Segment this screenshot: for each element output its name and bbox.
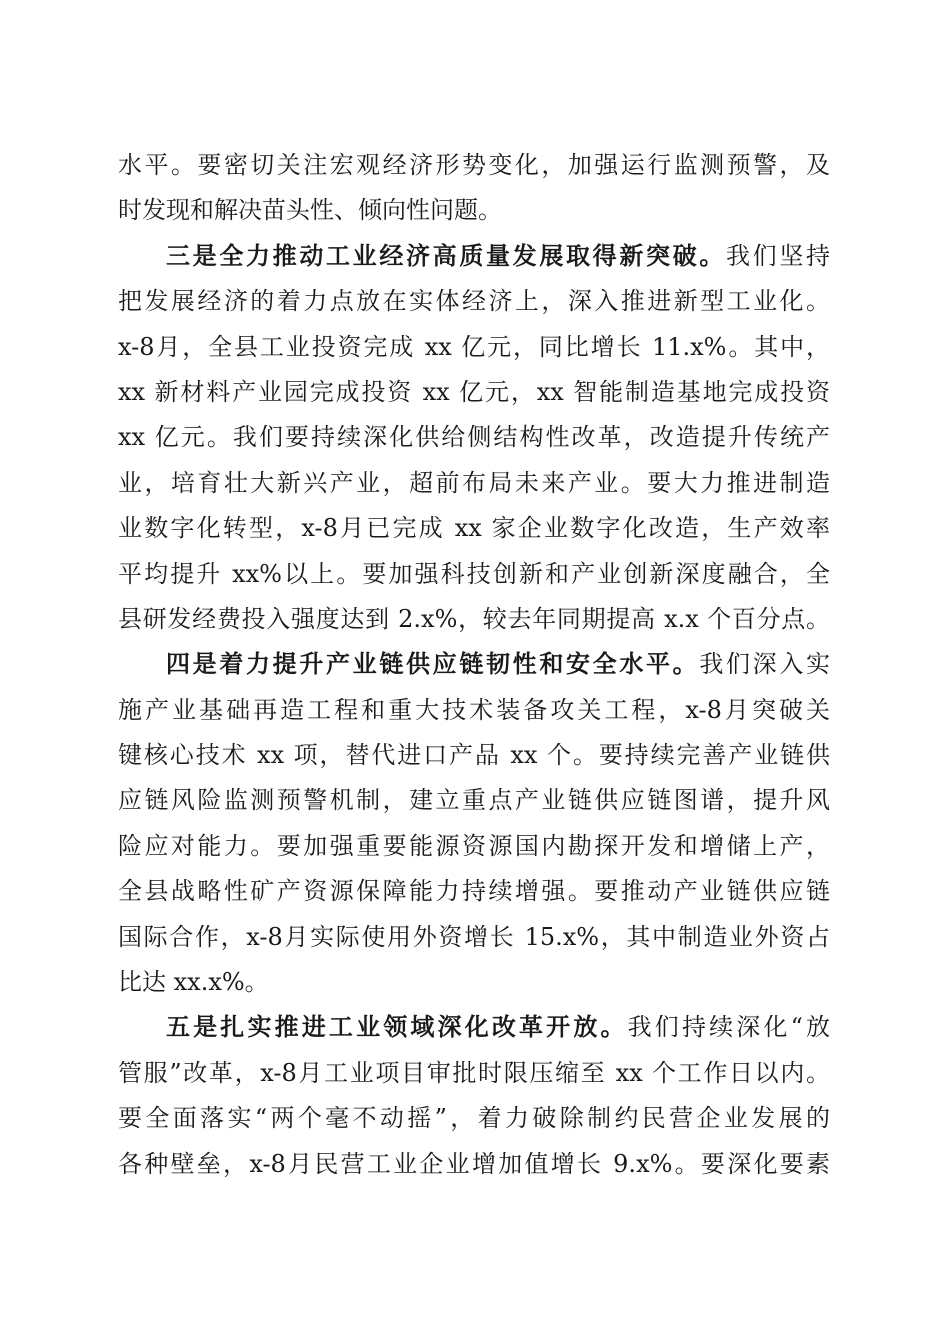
text-line [118, 732, 830, 777]
line-text: 应链风险监测预警机制，建立重点产业链供应链图谱，提升风 [118, 786, 830, 815]
text-line [118, 868, 830, 913]
text-line [118, 324, 830, 369]
line-text: 我们坚持 [726, 241, 830, 270]
text-line [118, 278, 830, 323]
line-text: 时发现和解决苗头性、倾向性问题。 [118, 196, 502, 225]
text-line [118, 460, 830, 505]
text-line [118, 777, 830, 822]
text-line [118, 959, 830, 1004]
line-text: 全县战略性矿产资源保障能力持续增强。要推动产业链供应链 [118, 877, 830, 906]
text-line [118, 687, 830, 732]
line-text: 业，培育壮大新兴产业，超前布局未来产业。要大力推进制造 [118, 468, 830, 497]
text-line [118, 1095, 830, 1140]
paragraph-heading: 三是全力推动工业经济高质量发展取得新突破。 [166, 240, 726, 270]
text-line [118, 369, 830, 414]
line-text: 施产业基础再造工程和重大技术装备攻关工程，x-8月突破关 [118, 695, 830, 724]
paragraph-heading: 四是着力提升产业链供应链韧性和安全水平。 [166, 649, 700, 679]
line-text: x-8月，全县工业投资完成 xx 亿元，同比增长 11.x%。其中， [118, 332, 830, 361]
line-text: 键核心技术 xx 项，替代进口产品 xx 个。要持续完善产业链供 [118, 741, 830, 770]
line-text: 各种壁垒，x-8月民营工业企业增加值增长 9.x%。要深化要素 [118, 1149, 830, 1178]
line-text: 险应对能力。要加强重要能源资源国内勘探开发和增储上产， [118, 831, 830, 860]
text-line [118, 641, 830, 686]
line-text: 平均提升 xx%以上。要加强科技创新和产业创新深度融合，全 [118, 559, 830, 588]
text-line [118, 1050, 830, 1095]
line-text: xx 亿元。我们要持续深化供给侧结构性改革，改造提升传统产 [118, 423, 830, 452]
text-line [118, 1004, 830, 1049]
line-text: 国际合作，x-8月实际使用外资增长 15.x%，其中制造业外资占 [118, 922, 830, 951]
line-text: 我们深入实 [699, 650, 831, 679]
paragraph-heading: 五是扎实推进工业领域深化改革开放。 [166, 1012, 628, 1042]
text-line [118, 823, 830, 868]
text-line [118, 233, 830, 278]
line-text: 管服”改革，x-8月工业项目审批时限压缩至 xx 个工作日以内。 [118, 1058, 830, 1087]
text-line [118, 914, 830, 959]
line-text: xx 新材料产业园完成投资 xx 亿元，xx 智能制造基地完成投资 [118, 377, 830, 406]
line-text: 业数字化转型，x-8月已完成 xx 家企业数字化改造，生产效率 [118, 514, 830, 543]
line-text: 我们持续深化“放 [627, 1013, 830, 1042]
text-line [118, 505, 830, 550]
text-line [118, 551, 830, 596]
text-line [118, 596, 830, 641]
line-text: 水平。要密切关注宏观经济形势变化，加强运行监测预警，及 [118, 151, 830, 179]
line-text: 县研发经费投入强度达到 2.x%，较去年同期提高 x.x 个百分点。 [118, 604, 830, 633]
text-line [118, 414, 830, 459]
line-text: 把发展经济的着力点放在实体经济上，深入推进新型工业化。 [118, 287, 830, 316]
line-text: 要全面落实“两个毫不动摇”，着力破除制约民营企业发展的 [118, 1104, 830, 1133]
text-line [118, 187, 830, 232]
text-line [118, 1141, 830, 1186]
line-text: 比达 xx.x%。 [118, 968, 269, 997]
body-text [118, 142, 830, 1186]
text-line [118, 142, 830, 187]
